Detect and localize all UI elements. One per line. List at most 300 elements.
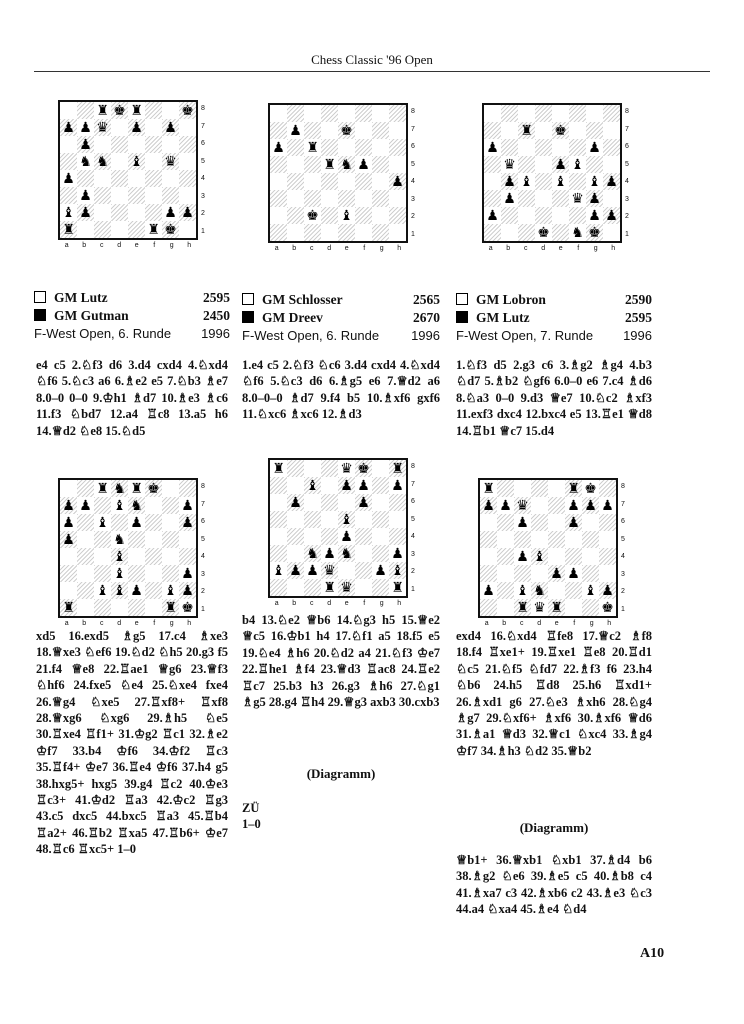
board-square	[548, 497, 565, 514]
board-square	[287, 511, 304, 528]
chess-piece-icon: ♝	[113, 582, 126, 599]
chess-piece-icon: ♟	[357, 494, 370, 511]
board-square	[287, 173, 304, 190]
diagram-2	[268, 103, 422, 255]
board-square	[497, 582, 514, 599]
board-square	[60, 565, 77, 582]
rank-labels	[201, 100, 205, 240]
board-square	[599, 497, 616, 514]
board-square	[484, 156, 501, 173]
board-square	[355, 562, 372, 579]
board-square	[569, 105, 586, 122]
board-square	[304, 579, 321, 596]
board-square	[162, 221, 179, 238]
board-square	[389, 511, 406, 528]
board-square	[179, 221, 196, 238]
rank-label: 3	[621, 570, 625, 578]
rank-label: 6	[411, 143, 415, 151]
moves-text: e4 c5 2.♘f3 d6 3.d4 cxd4 4.♘xd4 ♘f6 5.♘c3 a6 6.♗e2 e5 7.♘b3 ♗e7 8.0–0 0–0 9.♔h1 ♗d7 10.♗e3 ♗c6 11.f3 ♘bd7 12.a4 ♖c8 13.a5 h6 14.♕d2 ♘e8 15.♘d5	[36, 358, 228, 438]
board-square	[497, 599, 514, 616]
file-label: h	[611, 245, 616, 252]
board-square	[321, 545, 338, 562]
board-square	[372, 156, 389, 173]
chess-piece-icon: ♟	[486, 139, 499, 156]
board-square	[304, 105, 321, 122]
board-square	[60, 204, 77, 221]
board-square	[162, 187, 179, 204]
board-square	[484, 139, 501, 156]
board-square	[599, 548, 616, 565]
event: F-West Open, 7. Runde	[456, 328, 594, 343]
rank-label: 2	[621, 588, 625, 596]
chess-piece-icon: ♟	[601, 497, 614, 514]
board-square	[501, 173, 518, 190]
file-label: e	[134, 620, 139, 627]
rank-labels	[621, 478, 625, 618]
board-square	[94, 548, 111, 565]
board-square	[128, 514, 145, 531]
board-square	[77, 582, 94, 599]
board-square	[304, 528, 321, 545]
chess-piece-icon: ♝	[113, 548, 126, 565]
board-square	[145, 153, 162, 170]
file-labels	[58, 620, 198, 627]
board-square	[77, 565, 94, 582]
board-square	[145, 582, 162, 599]
chess-piece-icon: ♜	[96, 102, 109, 119]
file-label: f	[153, 242, 156, 249]
board-square	[389, 207, 406, 224]
board-square	[372, 562, 389, 579]
rank-label: 2	[411, 213, 415, 221]
file-label: g	[169, 620, 174, 627]
chess-piece-icon: ♝	[130, 153, 143, 170]
board-square	[582, 548, 599, 565]
board-square	[111, 221, 128, 238]
board-square	[321, 562, 338, 579]
board-square	[321, 156, 338, 173]
board-square	[586, 122, 603, 139]
board-square	[586, 173, 603, 190]
board-square	[582, 531, 599, 548]
board-square	[77, 119, 94, 136]
chess-piece-icon: ♛	[571, 190, 584, 207]
rank-label: 2	[201, 210, 205, 218]
rank-label: 7	[411, 480, 415, 488]
board-square	[94, 582, 111, 599]
chess-piece-icon: ♚	[601, 599, 614, 616]
board-square	[60, 497, 77, 514]
rank-label: 5	[625, 160, 629, 168]
board-square	[94, 531, 111, 548]
board-square	[389, 156, 406, 173]
board-square	[304, 173, 321, 190]
board-square	[599, 565, 616, 582]
board-square	[518, 105, 535, 122]
board-square	[552, 207, 569, 224]
file-label: b	[82, 620, 87, 627]
board-square	[569, 156, 586, 173]
board-square	[128, 170, 145, 187]
board-square	[518, 224, 535, 241]
rank-label: 5	[201, 157, 205, 165]
board-square	[484, 105, 501, 122]
game-3-moves-part3	[456, 852, 652, 918]
chess-board	[482, 103, 622, 243]
chess-piece-icon: ♚	[588, 224, 601, 241]
white-player: GM Lobron	[476, 292, 546, 307]
board-square	[145, 548, 162, 565]
chess-piece-icon: ♚	[147, 480, 160, 497]
rank-label: 6	[201, 140, 205, 148]
board-square	[548, 548, 565, 565]
chess-piece-icon: ♟	[62, 531, 75, 548]
chess-piece-icon: ♚	[164, 221, 177, 238]
board-square	[179, 497, 196, 514]
chess-piece-icon: ♟	[289, 562, 302, 579]
black-player: GM Dreev	[262, 310, 323, 325]
board-square	[270, 173, 287, 190]
chess-piece-icon: ♟	[550, 565, 563, 582]
board-square	[372, 139, 389, 156]
board-square	[162, 497, 179, 514]
board-square	[582, 480, 599, 497]
chess-piece-icon: ♝	[113, 497, 126, 514]
chess-piece-icon: ♜	[391, 460, 404, 477]
board-square	[179, 170, 196, 187]
board-square	[162, 531, 179, 548]
board-square	[514, 531, 531, 548]
board-square	[270, 494, 287, 511]
board-square	[179, 187, 196, 204]
board-square	[389, 190, 406, 207]
board-square	[77, 204, 94, 221]
chess-piece-icon: ♜	[323, 579, 336, 596]
chess-board	[478, 478, 618, 618]
board-square	[535, 156, 552, 173]
chess-piece-icon: ♝	[533, 548, 546, 565]
board-square	[535, 207, 552, 224]
board-square	[548, 531, 565, 548]
file-label: a	[488, 245, 493, 252]
diagram-4	[58, 478, 212, 630]
file-label: h	[187, 242, 192, 249]
rank-label: 6	[201, 518, 205, 526]
board-square	[77, 187, 94, 204]
board-square	[338, 460, 355, 477]
board-square	[338, 579, 355, 596]
board-square	[287, 122, 304, 139]
board-square	[548, 514, 565, 531]
chess-piece-icon: ♟	[584, 497, 597, 514]
rank-label: 4	[201, 553, 205, 561]
board-square	[111, 204, 128, 221]
chess-piece-icon: ♜	[147, 221, 160, 238]
board-square	[94, 102, 111, 119]
board-square	[270, 477, 287, 494]
board-square	[304, 207, 321, 224]
board-square	[128, 221, 145, 238]
board-square	[60, 119, 77, 136]
board-square	[304, 494, 321, 511]
file-label: c	[100, 242, 104, 249]
board-square	[287, 477, 304, 494]
board-square	[77, 102, 94, 119]
rank-label: 1	[411, 230, 415, 238]
board-square	[111, 153, 128, 170]
rank-label: 8	[621, 483, 625, 491]
board-square	[77, 170, 94, 187]
board-square	[270, 460, 287, 477]
chess-piece-icon: ♛	[323, 562, 336, 579]
board-square	[531, 582, 548, 599]
board-square	[480, 599, 497, 616]
board-square	[480, 480, 497, 497]
chess-piece-icon: ♝	[391, 562, 404, 579]
board-square	[94, 170, 111, 187]
board-square	[128, 480, 145, 497]
chess-piece-icon: ♟	[62, 170, 75, 187]
chess-piece-icon: ♟	[605, 173, 618, 190]
board-square	[355, 579, 372, 596]
rank-label: 7	[625, 125, 629, 133]
game-2-moves-part2	[242, 612, 440, 710]
board-square	[389, 477, 406, 494]
board-square	[518, 173, 535, 190]
board-square	[270, 528, 287, 545]
board-square	[372, 545, 389, 562]
board-square	[338, 139, 355, 156]
rank-label: 5	[411, 515, 415, 523]
board-square	[287, 579, 304, 596]
chess-piece-icon: ♞	[533, 582, 546, 599]
board-square	[270, 105, 287, 122]
board-square	[162, 548, 179, 565]
board-square	[355, 156, 372, 173]
chess-piece-icon: ♟	[323, 545, 336, 562]
board-square	[60, 102, 77, 119]
board-square	[518, 139, 535, 156]
board-square	[179, 204, 196, 221]
chess-piece-icon: ♞	[96, 153, 109, 170]
board-square	[501, 122, 518, 139]
chess-piece-icon: ♟	[357, 156, 370, 173]
board-square	[145, 221, 162, 238]
year: 1996	[201, 326, 230, 341]
board-square	[128, 531, 145, 548]
chess-piece-icon: ♜	[323, 156, 336, 173]
white-square-icon	[34, 291, 46, 303]
board-square	[94, 187, 111, 204]
chess-board	[268, 458, 408, 598]
board-square	[552, 190, 569, 207]
board-square	[514, 497, 531, 514]
board-square	[586, 139, 603, 156]
chess-board	[58, 100, 198, 240]
diagram-1	[58, 100, 212, 252]
board-square	[162, 153, 179, 170]
game-1-moves-part1	[36, 357, 228, 439]
board-square	[338, 190, 355, 207]
chess-piece-icon: ♜	[272, 460, 285, 477]
chess-piece-icon: ♜	[130, 480, 143, 497]
chess-piece-icon: ♟	[567, 514, 580, 531]
board-square	[372, 579, 389, 596]
board-square	[162, 170, 179, 187]
chess-piece-icon: ♟	[391, 545, 404, 562]
black-square-icon	[456, 311, 468, 323]
board-square	[535, 173, 552, 190]
rank-label: 8	[201, 483, 205, 491]
board-square	[128, 153, 145, 170]
black-rating: 2595	[625, 310, 652, 325]
rank-label: 2	[201, 588, 205, 596]
board-square	[128, 548, 145, 565]
rank-label: 1	[411, 585, 415, 593]
rank-label: 7	[621, 500, 625, 508]
chess-piece-icon: ♝	[584, 582, 597, 599]
board-square	[111, 548, 128, 565]
board-square	[514, 565, 531, 582]
file-label: g	[379, 600, 384, 607]
diagram-6	[478, 478, 632, 630]
board-square	[535, 224, 552, 241]
chess-piece-icon: ♚	[113, 102, 126, 119]
chess-piece-icon: ♜	[550, 599, 563, 616]
white-rating: 2590	[625, 292, 652, 307]
file-label: a	[484, 620, 489, 627]
chess-piece-icon: ♟	[588, 207, 601, 224]
moves-text: ZÜ 1–0	[242, 801, 261, 832]
header-rule	[34, 71, 710, 72]
board-square	[304, 224, 321, 241]
board-square	[501, 156, 518, 173]
rank-label: 3	[411, 550, 415, 558]
board-square	[355, 207, 372, 224]
file-label: e	[344, 245, 349, 252]
file-label: d	[327, 600, 332, 607]
board-square	[389, 579, 406, 596]
moves-text: xd5 16.exd5 ♗g5 17.c4 ♗xe3 18.♕xe3 ♘ef6 19.♘d2 ♘h5 20.g3 f5 21.f4 ♕e8 22.♖ae1 ♕g6 23.♕f3 ♘hf6 24.fxe5 ♘e4 25.♘xe4 fxe4 26.♕g4 ♘xe5 27.♖xf8+ ♖xf8 28.♕xg6 ♘xg6 29.♗h5 ♘e5 30.♖xe4 ♖f1+ 31.♔g2 ♖c1 32.♗e2 ♔f7 33.b4 ♔f6 34.♔f2 ♖c3 35.♖f4+ ♔e7 36.♖e4 ♔f6 37.h4 g5 38.hxg5+ hxg5 39.g4 ♖c2 40.♔e3 ♖c3+ 41.♔d2 ♖a3 42.♔c2 ♖g3 43.c5 dxc5 44.bxc5 ♖a3 45.♖b4 ♖a2+ 46.♖b2 ♖xa5 47.♖b6+ ♔e7 48.♖c6 ♖xc5+ 1–0	[36, 629, 228, 857]
file-label: b	[292, 245, 297, 252]
file-label: e	[344, 600, 349, 607]
file-labels	[268, 245, 408, 252]
chess-piece-icon: ♝	[96, 514, 109, 531]
board-square	[321, 579, 338, 596]
board-square	[287, 105, 304, 122]
board-square	[535, 139, 552, 156]
board-square	[586, 190, 603, 207]
board-square	[162, 480, 179, 497]
file-label: g	[379, 245, 384, 252]
board-square	[552, 224, 569, 241]
board-square	[497, 514, 514, 531]
chess-piece-icon: ♟	[62, 514, 75, 531]
board-square	[372, 511, 389, 528]
game-1-moves-part2	[36, 628, 228, 858]
chess-piece-icon: ♛	[164, 153, 177, 170]
chess-piece-icon: ♜	[62, 599, 75, 616]
board-square	[270, 511, 287, 528]
chess-piece-icon: ♞	[130, 497, 143, 514]
board-square	[270, 579, 287, 596]
board-square	[480, 548, 497, 565]
chess-piece-icon: ♟	[164, 119, 177, 136]
board-square	[338, 562, 355, 579]
board-square	[531, 480, 548, 497]
board-square	[287, 156, 304, 173]
moves-text: 1.♘f3 d5 2.g3 c6 3.♗g2 ♗g4 4.b3 ♘d7 5.♗b2 ♘gf6 6.0–0 e6 7.c4 ♗d6 8.♘a3 0–0 9.d3 ♕e7 10.♘c2 ♗xf3 11.exf3 dxc4 12.bxc4 e5 13.♖e1 ♕d8 14.♖b1 ♕c7 15.d4	[456, 358, 652, 438]
board-square	[355, 173, 372, 190]
board-square	[162, 582, 179, 599]
board-square	[484, 190, 501, 207]
chess-piece-icon: ♚	[181, 102, 194, 119]
board-square	[338, 511, 355, 528]
board-square	[179, 582, 196, 599]
file-label: f	[153, 620, 156, 627]
board-square	[603, 224, 620, 241]
board-square	[162, 102, 179, 119]
white-square-icon	[456, 293, 468, 305]
board-square	[552, 105, 569, 122]
board-square	[565, 582, 582, 599]
board-square	[518, 207, 535, 224]
chess-piece-icon: ♟	[340, 477, 353, 494]
board-square	[389, 562, 406, 579]
chess-piece-icon: ♟	[588, 190, 601, 207]
board-square	[145, 480, 162, 497]
board-square	[355, 460, 372, 477]
game-3-moves-part1	[456, 357, 652, 439]
board-square	[586, 224, 603, 241]
board-square	[372, 528, 389, 545]
board-square	[304, 477, 321, 494]
board-square	[111, 531, 128, 548]
chess-piece-icon: ♟	[181, 514, 194, 531]
board-square	[389, 105, 406, 122]
file-label: a	[64, 242, 69, 249]
file-label: f	[573, 620, 576, 627]
chess-piece-icon: ♜	[567, 480, 580, 497]
rank-label: 5	[411, 160, 415, 168]
board-square	[501, 190, 518, 207]
chess-piece-icon: ♚	[584, 480, 597, 497]
chess-piece-icon: ♟	[503, 190, 516, 207]
board-square	[355, 105, 372, 122]
board-square	[389, 122, 406, 139]
board-square	[162, 136, 179, 153]
board-square	[60, 582, 77, 599]
board-square	[287, 494, 304, 511]
diagram-5	[268, 458, 422, 610]
game-header-2	[242, 291, 440, 345]
file-label: e	[558, 245, 563, 252]
board-square	[304, 511, 321, 528]
chess-piece-icon: ♟	[601, 582, 614, 599]
chess-piece-icon: ♟	[340, 528, 353, 545]
file-label: f	[363, 245, 366, 252]
chess-piece-icon: ♟	[130, 514, 143, 531]
board-square	[389, 494, 406, 511]
chess-piece-icon: ♟	[181, 582, 194, 599]
board-square	[145, 170, 162, 187]
file-label: a	[274, 245, 279, 252]
white-player: GM Lutz	[54, 290, 108, 305]
board-square	[565, 497, 582, 514]
board-square	[60, 187, 77, 204]
board-square	[270, 224, 287, 241]
board-square	[304, 190, 321, 207]
